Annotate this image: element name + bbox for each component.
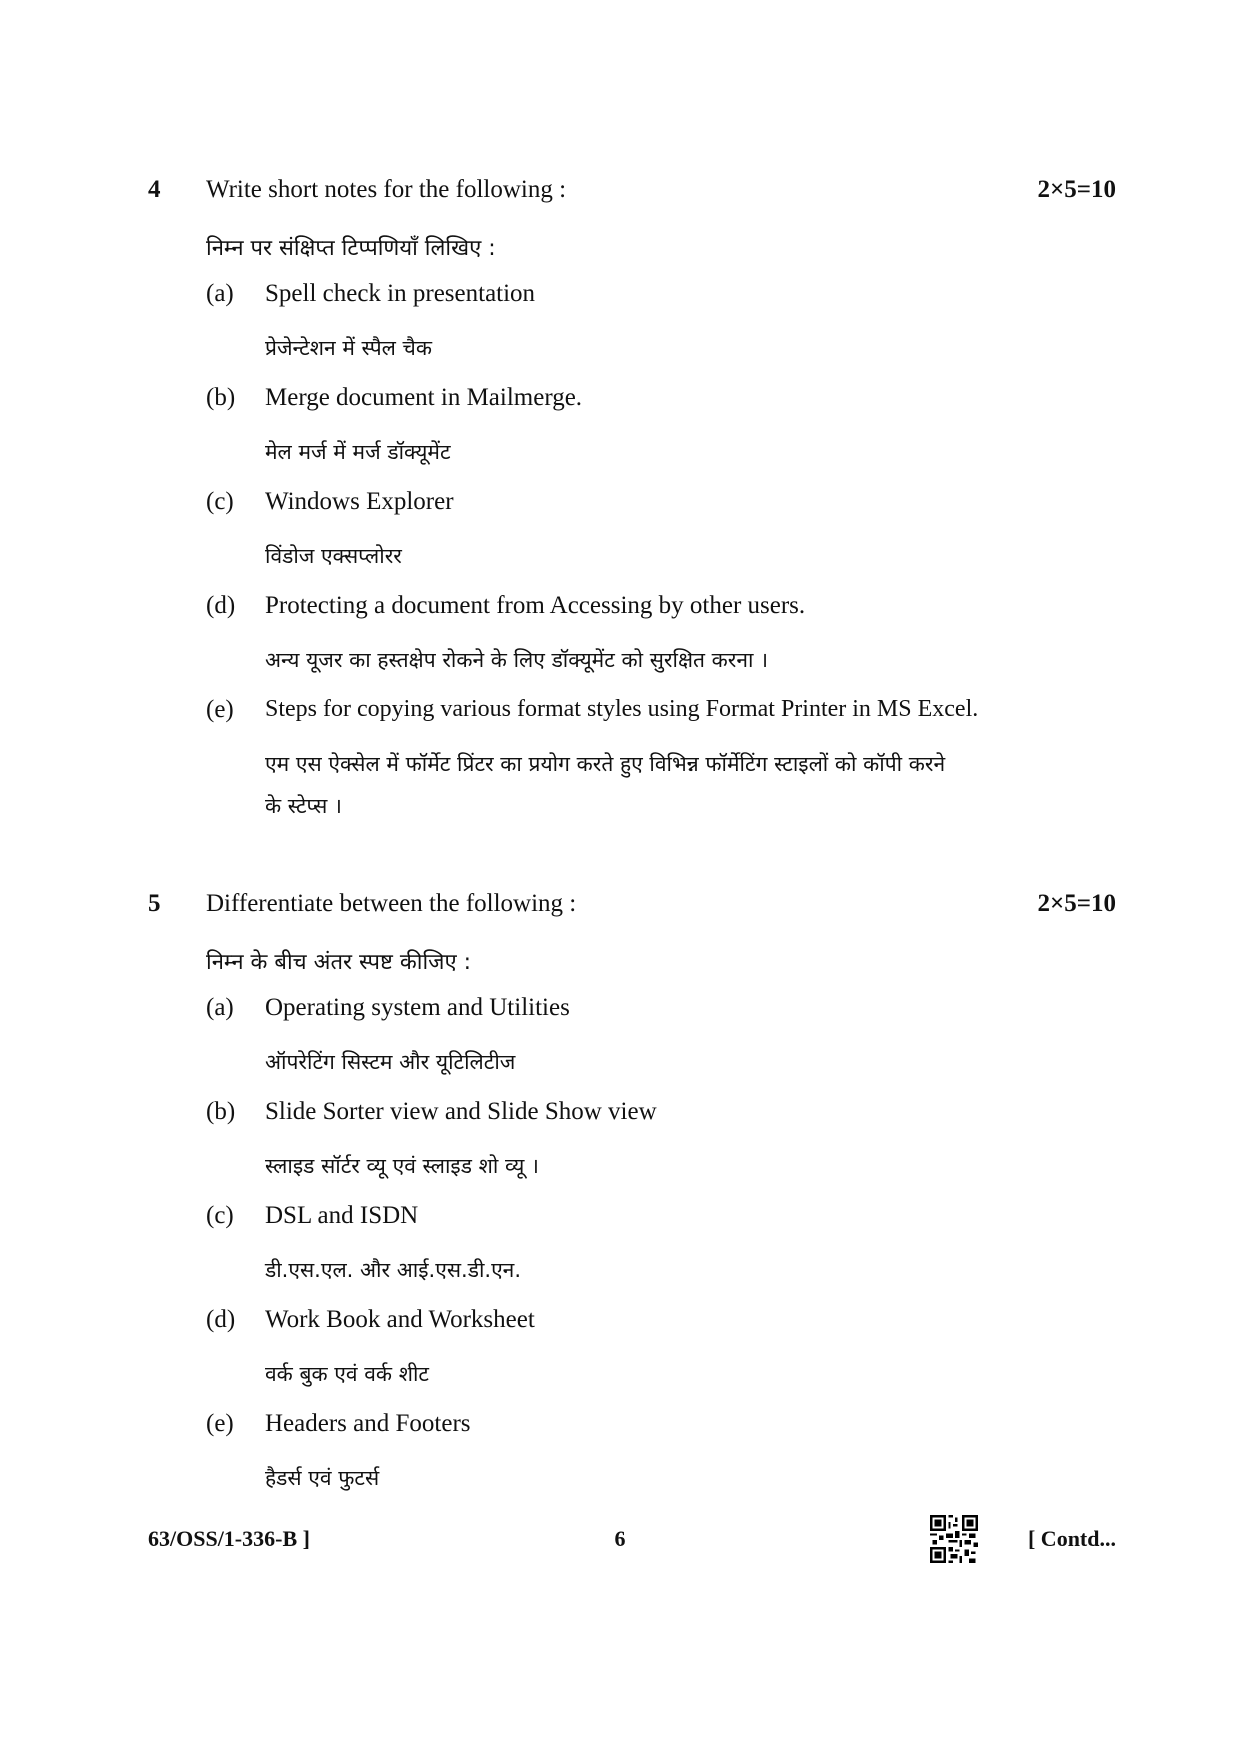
sub-question-text: Headers and Footers (265, 1410, 471, 1437)
page-number: 6 (614, 1526, 626, 1551)
sub-question-label: (a) (206, 280, 234, 307)
sub-question-text-hindi-cont: के स्टेप्स । (265, 794, 342, 818)
question-number: 4 (148, 176, 161, 203)
sub-question-text: DSL and ISDN (265, 1202, 419, 1229)
sub-question-text: Operating system and Utilities (265, 994, 570, 1021)
question-marks: 2×5=10 (1037, 890, 1116, 917)
sub-question-text-hindi: डी.एस.एल. और आई.एस.डी.एन. (265, 1258, 522, 1282)
sub-question-label: (c) (206, 1202, 234, 1229)
question-text-hindi: निम्न पर संक्षिप्त टिप्पणियाँ लिखिए : (206, 236, 496, 261)
sub-question-text: Work Book and Worksheet (265, 1306, 535, 1333)
sub-question-text: Steps for copying various format styles using Format Printer in MS Excel. (265, 696, 979, 722)
sub-question-label: (d) (206, 592, 236, 619)
question-number: 5 (148, 890, 161, 917)
sub-question-text-hindi: मेल मर्ज में मर्ज डॉक्यूमेंट (265, 440, 451, 464)
question-text-hindi: निम्न के बीच अंतर स्पष्ट कीजिए : (206, 950, 472, 975)
sub-question-label: (e) (206, 1410, 234, 1437)
sub-question-text: Protecting a document from Accessing by other users. (265, 592, 806, 619)
sub-question-text-hindi: एम एस ऐक्सेल में फॉर्मेट प्रिंटर का प्रयोग करते हुए विभिन्न फॉर्मेटिंग स्टाइलों को कॉपी करने (265, 752, 946, 776)
sub-question-text-hindi: अन्य यूजर का हस्तक्षेप रोकने के लिए डॉक्यूमेंट को सुरक्षित करना । (265, 648, 769, 672)
question-marks: 2×5=10 (1037, 176, 1116, 203)
sub-question-text: Windows Explorer (265, 488, 454, 515)
sub-question-label: (d) (206, 1306, 236, 1333)
sub-question-text: Slide Sorter view and Slide Show view (265, 1098, 657, 1125)
question-text: Differentiate between the following : (206, 890, 577, 917)
qr-code-icon (930, 1515, 978, 1563)
paper-code: 63/OSS/1-336-B ] (148, 1526, 310, 1551)
sub-question-text-hindi: स्लाइड सॉर्टर व्यू एवं स्लाइड शो व्यू । (265, 1154, 540, 1178)
sub-question-label: (c) (206, 488, 234, 515)
sub-question-label: (b) (206, 384, 236, 411)
sub-question-text-hindi: विंडोज एक्सप्लोरर (265, 544, 402, 568)
sub-question-text: Spell check in presentation (265, 280, 536, 307)
sub-question-text-hindi: वर्क बुक एवं वर्क शीट (265, 1362, 430, 1386)
sub-question-label: (b) (206, 1098, 236, 1125)
sub-question-text-hindi: हैडर्स एवं फुटर्स (265, 1466, 380, 1490)
continued-label: [ Contd... (1027, 1526, 1116, 1551)
sub-question-text: Merge document in Mailmerge. (265, 384, 583, 411)
question-text: Write short notes for the following : (206, 176, 567, 203)
sub-question-label: (a) (206, 994, 234, 1021)
sub-question-text-hindi: ऑपरेटिंग सिस्टम और यूटिलिटीज (265, 1050, 516, 1074)
sub-question-label: (e) (206, 696, 234, 723)
sub-question-text-hindi: प्रेजेन्टेशन में स्पैल चैक (265, 336, 433, 360)
